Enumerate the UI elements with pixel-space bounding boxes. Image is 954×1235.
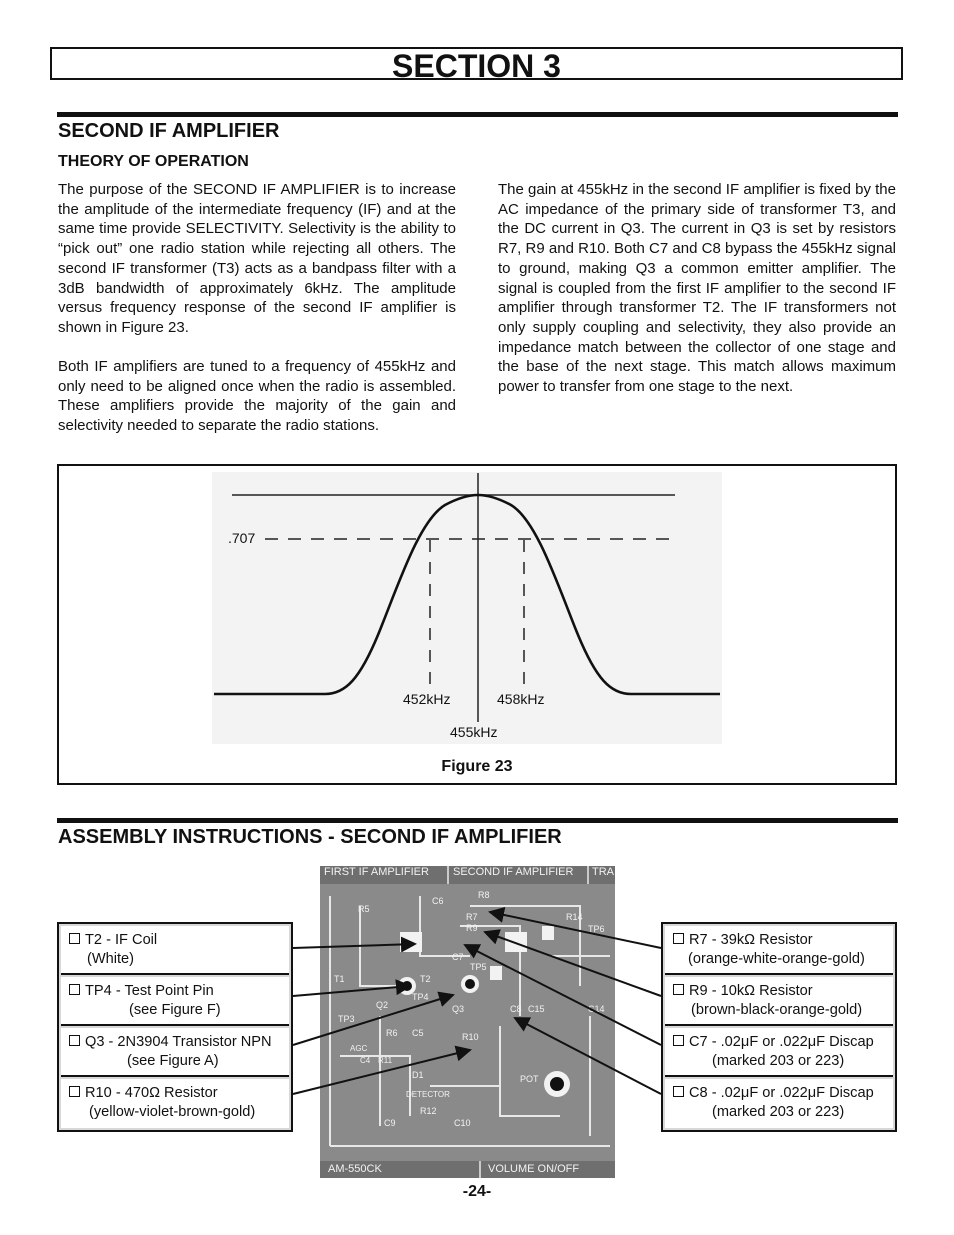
part-name: R7 - 39kΩ Resistor	[689, 932, 813, 948]
theory-of-operation-heading: THEORY OF OPERATION	[58, 153, 249, 170]
board-label-agc: AGC	[350, 1044, 368, 1053]
arrow-r10	[293, 1050, 470, 1094]
part-name: TP4 - Test Point Pin	[85, 983, 214, 999]
left-parts-panel	[57, 922, 293, 1132]
part-name: R9 - 10kΩ Resistor	[689, 983, 813, 999]
freq-452-label: 452kHz	[403, 691, 451, 707]
checkbox[interactable]	[673, 1035, 684, 1046]
checkbox[interactable]	[69, 1035, 80, 1046]
part-name: Q3 - 2N3904 Transistor NPN	[85, 1034, 272, 1050]
board-label-r14: R14	[566, 912, 583, 922]
parts-item-t2	[61, 926, 289, 975]
board-label-r8: R8	[478, 890, 490, 900]
board-label-r5: R5	[358, 904, 370, 914]
level-707-label: .707	[228, 530, 256, 546]
board-label-c15: C15	[528, 1004, 545, 1014]
part-detail: (see Figure A)	[127, 1053, 219, 1069]
freq-458-label: 458kHz	[497, 691, 545, 707]
board-label-r9: R9	[466, 923, 478, 933]
checkbox[interactable]	[673, 1086, 684, 1097]
board-label-c10: C10	[454, 1118, 471, 1128]
arrow-q3	[293, 995, 453, 1045]
left-paragraph-2: Both IF amplifiers are tuned to a frequency of 455kHz and only need to be aligned once when the radio is assembled. These amplifiers provide the majority of the gain and selectivity needed to separate the radio stations.	[58, 358, 456, 435]
part-detail: (brown-black-orange-gold)	[691, 1002, 863, 1018]
page-number: -24-	[462, 1183, 492, 1200]
left-paragraph-1: The purpose of the SECOND IF AMPLIFIER is to increase the amplitude of the intermediate frequency (IF) and at the same time provide SELECTIVITY. Selectivity is the ability to “pick out” one radio station while rejecting all others. The second IF transformer (T3) acts as a bandpass filter with a 3dB bandwidth of approximately 6kHz. The amplitude versus frequency response of the second IF amplifier is shown in Figure 23.	[58, 181, 456, 336]
board-label-pot: POT	[520, 1074, 539, 1084]
board-label-r10: R10	[462, 1032, 479, 1042]
checkbox[interactable]	[69, 933, 80, 944]
board-label-c5: C5	[412, 1028, 424, 1038]
parts-item-q3	[61, 1028, 289, 1077]
part-detail: (see Figure F)	[129, 1002, 221, 1018]
board-label-t2: T2	[420, 974, 431, 984]
parts-item-c7	[665, 1028, 893, 1077]
checkbox[interactable]	[673, 933, 684, 944]
board-label-r7: R7	[466, 912, 478, 922]
part-name: R10 - 470Ω Resistor	[85, 1085, 218, 1101]
board-label-r11: R11	[378, 1056, 393, 1065]
board-label-tp6: TP6	[588, 924, 605, 934]
board-label-c9: C9	[384, 1118, 396, 1128]
part-detail: (yellow-violet-brown-gold)	[89, 1104, 256, 1120]
board-label-c8: C8	[510, 1004, 522, 1014]
part-name: T2 - IF Coil	[85, 932, 158, 948]
board-label-tp4: TP4	[412, 992, 429, 1002]
arrow-t2	[293, 944, 415, 948]
part-detail: (White)	[87, 951, 135, 967]
right-paragraph: The gain at 455kHz in the second IF amplifier is fixed by the AC impedance of the primary side of transformer T3, and the DC current in Q3. The current in Q3 is set by resistors R7, R9 and R10. Both C7 and C8 bypass the 455kHz signal to ground, making Q3 a common emitter amplifier. The signal is coupled from the first IF amplifier to the second IF amplifier through transformer T2. The IF transformers not only supply coupling and selectivity, they also provide an impedance match between the collector of one stage and the base of the next stage. This match allows maximum power to transfer from one stage to the next.	[498, 181, 896, 396]
board-label-r12: R12	[420, 1106, 437, 1116]
part-detail: (marked 203 or 223)	[712, 1053, 845, 1069]
board-label-volume: VOLUME ON/OFF	[488, 1163, 580, 1175]
board-label-first-if: FIRST IF AMPLIFIER	[324, 866, 429, 878]
board-label-c7: C7	[452, 952, 464, 962]
board-label-tp5: TP5	[470, 962, 487, 972]
checkbox[interactable]	[69, 984, 80, 995]
board-label-tra: TRA	[592, 866, 614, 878]
board-label-t1: T1	[334, 974, 345, 984]
arrow-c8	[515, 1018, 661, 1094]
board-label-q3: Q3	[452, 1004, 465, 1014]
part-name: C8 - .02μF or .022μF Discap	[689, 1085, 874, 1101]
right-parts-panel	[661, 922, 897, 1132]
checkbox[interactable]	[673, 984, 684, 995]
part-detail: (marked 203 or 223)	[712, 1104, 845, 1120]
board-label-r6: R6	[386, 1028, 398, 1038]
part-detail: (orange-white-orange-gold)	[688, 951, 865, 967]
assembly-heading: ASSEMBLY INSTRUCTIONS - SECOND IF AMPLIFIER	[58, 826, 562, 848]
board-label-q2: Q2	[376, 1000, 389, 1010]
checkbox[interactable]	[69, 1086, 80, 1097]
section-title: SECTION 3	[50, 47, 903, 80]
board-label-d1: D1	[412, 1070, 424, 1080]
board-label-model: AM-550CK	[328, 1163, 382, 1175]
parts-item-r10	[61, 1079, 289, 1128]
arrow-tp4	[293, 986, 410, 996]
parts-item-r9	[665, 977, 893, 1026]
part-name: C7 - .02μF or .022μF Discap	[689, 1034, 874, 1050]
heading-second-if-amplifier: SECOND IF AMPLIFIER	[58, 120, 280, 142]
parts-item-c8	[665, 1079, 893, 1128]
freq-455-label: 455kHz	[450, 724, 498, 740]
board-label-c14: C14	[588, 1004, 605, 1014]
board-label-detector: DETECTOR	[406, 1090, 450, 1099]
parts-item-tp4	[61, 977, 289, 1026]
board-label-c6: C6	[432, 896, 444, 906]
parts-item-r7	[665, 926, 893, 975]
board-label-tp3: TP3	[338, 1014, 355, 1024]
figure-caption: Figure 23	[441, 758, 513, 775]
board-label-c4: C4	[360, 1056, 371, 1065]
board-label-second-if: SECOND IF AMPLIFIER	[453, 866, 574, 878]
